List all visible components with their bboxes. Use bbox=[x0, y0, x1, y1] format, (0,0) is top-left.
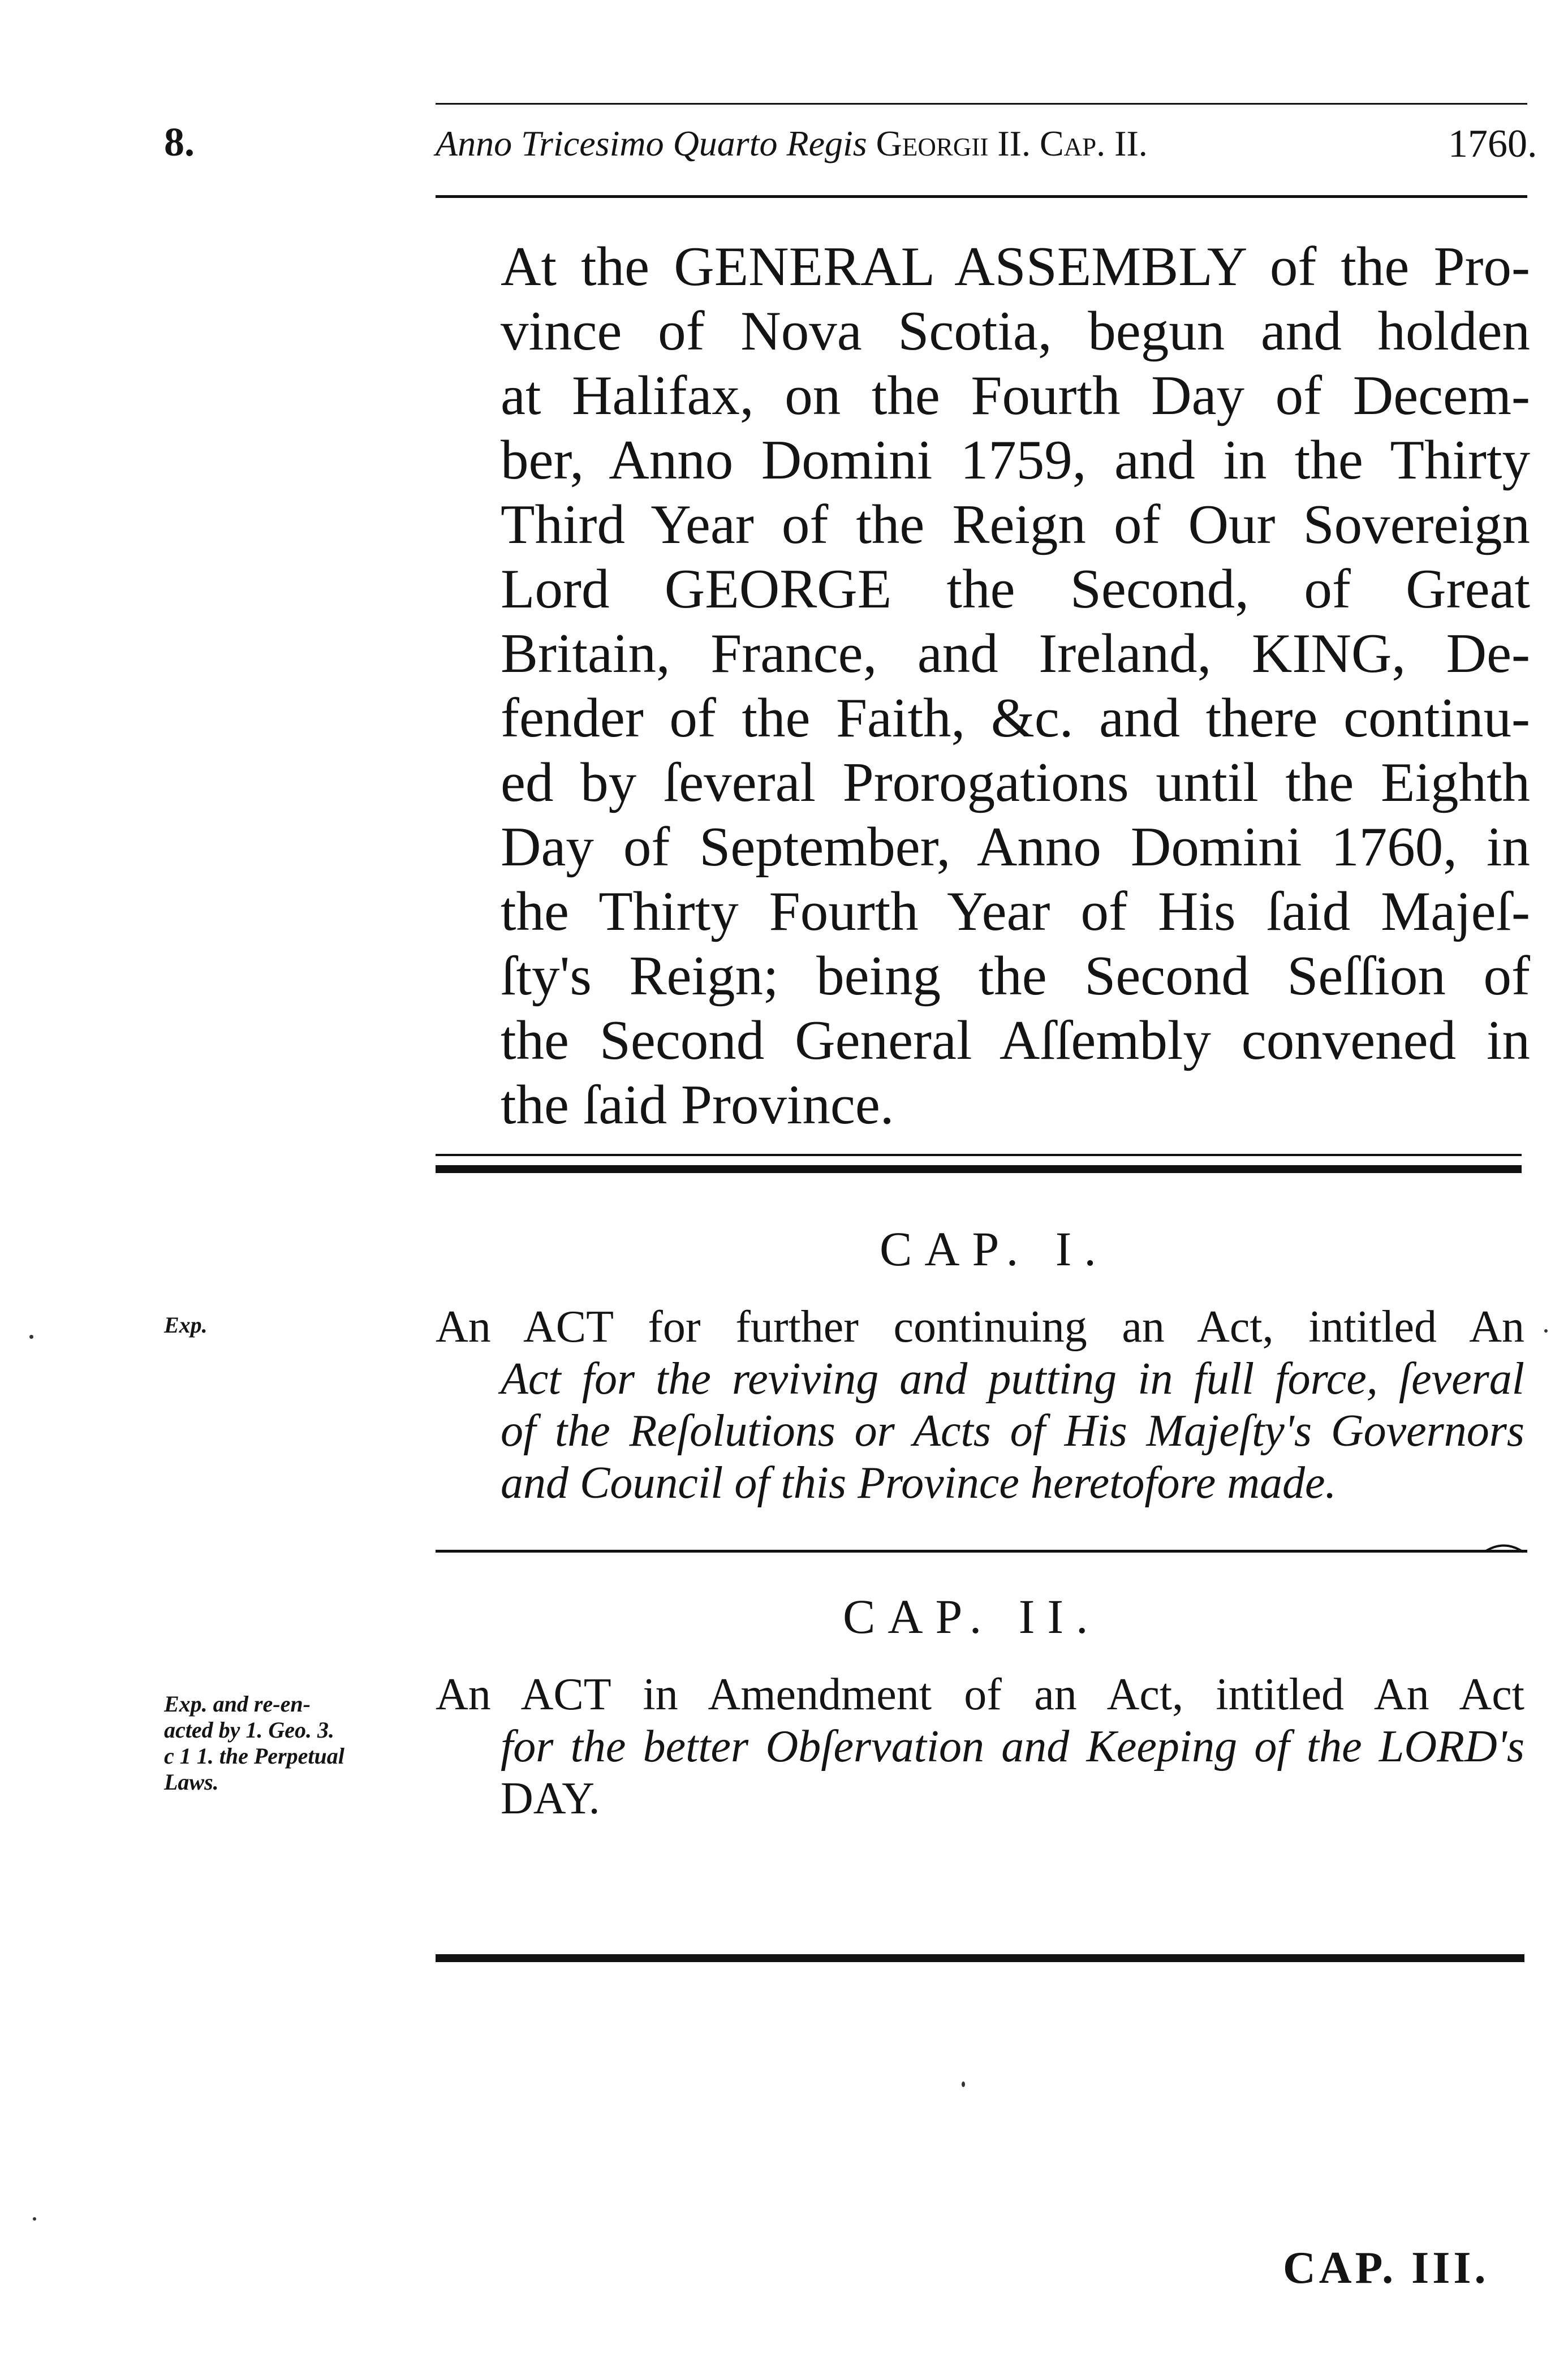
assembly-line: Britain, France, and Ireland, KING, De- bbox=[501, 623, 1530, 684]
print-speck bbox=[1544, 1329, 1548, 1333]
page-number: 8. bbox=[164, 119, 195, 165]
margin-note-line: Laws. bbox=[164, 1769, 219, 1795]
act-title-line: An ACT in Amendment of an Act, intitled An Act bbox=[436, 1670, 1524, 1719]
assembly-line: ed by ſeveral Prorogations until the Eighth bbox=[501, 752, 1530, 813]
act-title-line: Act for the reviving and putting in full force, ſeveral bbox=[501, 1354, 1524, 1404]
cap2-rule bbox=[436, 1954, 1524, 1962]
assembly-line: the ſaid Province. bbox=[501, 1074, 894, 1136]
print-speck bbox=[29, 1335, 33, 1339]
section-rule-thin bbox=[436, 1154, 1522, 1156]
cap1-rule bbox=[436, 1550, 1527, 1553]
margin-note-line: c 1 1. the Perpetual bbox=[164, 1743, 344, 1769]
act-title-line: and Council of this Province heretofore made. bbox=[501, 1458, 1337, 1508]
print-speck bbox=[962, 2081, 965, 2087]
assembly-line: Lord GEORGE the Second, of Great bbox=[501, 558, 1530, 620]
head-rule-bottom bbox=[436, 195, 1527, 198]
cap2-title bbox=[436, 1669, 1524, 1825]
assembly-line: Third Year of the Reign of Our Sovereign bbox=[501, 494, 1530, 555]
head-rule-top bbox=[436, 103, 1527, 105]
cap1-heading: CAP. I. bbox=[880, 1222, 1109, 1276]
running-head-year: 1760. bbox=[1448, 122, 1537, 166]
running-head-georgii: Georgii bbox=[876, 123, 989, 163]
assembly-line: Day of September, Anno Domini 1760, in bbox=[501, 816, 1530, 878]
assembly-line: fender of the Faith, &c. and there continu- bbox=[501, 687, 1530, 749]
cap1-title bbox=[436, 1301, 1524, 1509]
margin-note-line: Exp. bbox=[164, 1312, 208, 1338]
flourish-icon bbox=[1485, 1534, 1524, 1557]
assembly-line: the Second General Aſſembly convened in bbox=[501, 1010, 1530, 1071]
cap1-margin-note bbox=[164, 1312, 208, 1338]
running-head-title bbox=[436, 123, 1148, 163]
assembly-line: ſty's Reign; being the Second Seſſion of bbox=[501, 945, 1530, 1007]
cap2-margin-note bbox=[164, 1691, 344, 1795]
act-title-line: of the Reſolutions or Acts of His Majeſty's Governors bbox=[501, 1406, 1524, 1456]
section-rule-thick bbox=[436, 1165, 1522, 1173]
assembly-line: at Halifax, on the Fourth Day of Decem- bbox=[501, 365, 1530, 426]
assembly-line: the Thirty Fourth Year of His ſaid Majeſ- bbox=[501, 881, 1530, 942]
cap2-heading: CAP. II. bbox=[843, 1589, 1101, 1644]
catchword: CAP. III. bbox=[1283, 2243, 1489, 2293]
act-title-line: for the better Obſervation and Keeping of the LORD's bbox=[501, 1722, 1524, 1771]
rule-flourish bbox=[1485, 1534, 1524, 1557]
assembly-line: ber, Anno Domini 1759, and in the Thirty bbox=[501, 429, 1530, 491]
act-title-line: DAY. bbox=[501, 1774, 600, 1824]
act-title-line: An ACT for further continuing an Act, intitled An bbox=[436, 1302, 1524, 1352]
assembly-line: At the GENERAL ASSEMBLY of the Pro- bbox=[501, 236, 1530, 298]
assembly-line: vince of Nova Scotia, begun and holden bbox=[501, 300, 1530, 362]
running-head-anno: Anno Tricesimo Quarto Regis bbox=[436, 123, 867, 163]
margin-note-line: Exp. and re-en- bbox=[164, 1691, 311, 1717]
margin-note-line: acted by 1. Geo. 3. bbox=[164, 1717, 335, 1743]
assembly-paragraph bbox=[501, 235, 1530, 1137]
running-head-chapter: II. Cap. II. bbox=[997, 123, 1148, 163]
print-speck bbox=[33, 2217, 36, 2221]
